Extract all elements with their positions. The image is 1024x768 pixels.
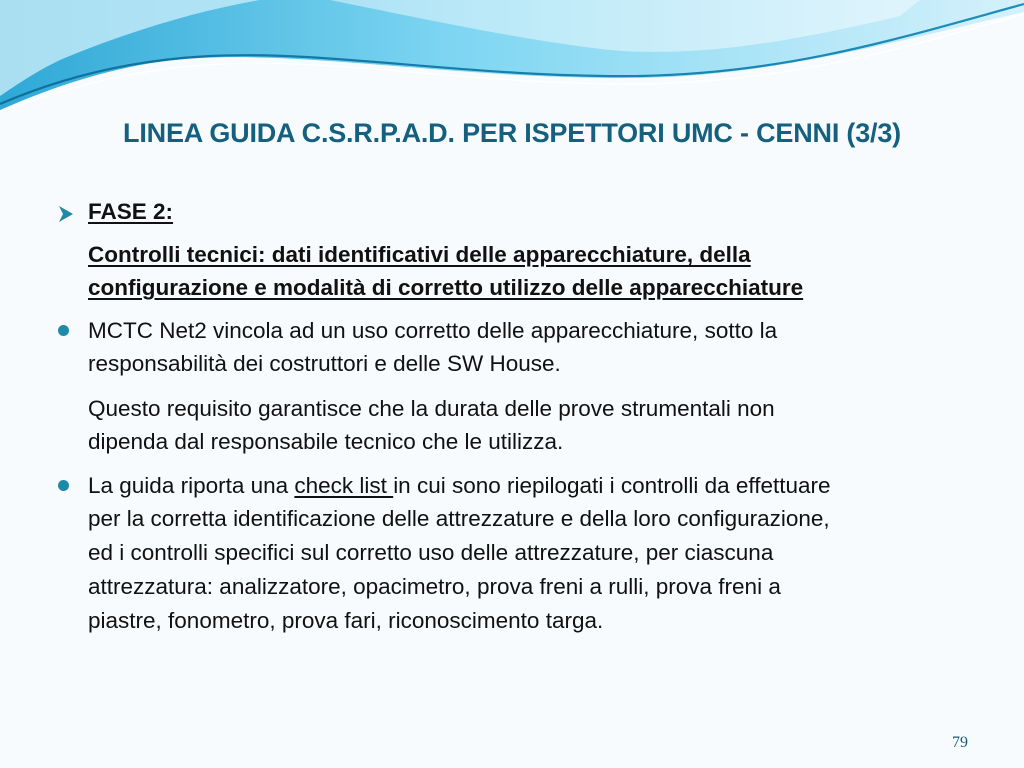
bullet-text-line: MCTC Net2 vincola ad un uso corretto delle apparecchiature, sotto la	[88, 318, 778, 343]
phase-subtitle-line: Controlli tecnici: dati identificativi delle apparecchiature, della	[88, 242, 751, 267]
paragraph-line: Questo requisito garantisce che la durata delle prove strumentali non	[88, 396, 775, 421]
bullet-text-line: attrezzatura: analizzatore, opacimetro, prova freni a rulli, prova freni a	[88, 574, 781, 599]
page-number: 79	[952, 734, 968, 751]
phase-heading: FASE 2:	[88, 199, 174, 224]
phase-subtitle-line: configurazione e modalità di corretto utilizzo delle apparecchiature	[88, 275, 804, 300]
bullet-text-line: ed i controlli specifici sul corretto uso delle attrezzature, per ciascuna	[88, 540, 774, 565]
check-list-link[interactable]: check list	[294, 473, 394, 498]
paragraph-line: dipenda dal responsabile tecnico che le utilizza.	[88, 429, 564, 454]
bullet-text-fragment: La guida riporta una	[88, 473, 295, 498]
dot-icon	[58, 325, 69, 336]
bullet-text-line: per la corretta identificazione delle attrezzature e della loro configurazione,	[88, 506, 830, 531]
bullet-text-line: responsabilità dei costruttori e delle SW House.	[88, 351, 561, 376]
bullet-text-line: piastre, fonometro, prova fari, riconoscimento targa.	[88, 608, 604, 633]
arrow-right-icon	[56, 204, 76, 224]
header-wave-decoration	[0, 0, 1024, 120]
dot-icon	[58, 480, 69, 491]
bullet-text-fragment: in cui sono riepilogati i controlli da effettuare	[393, 473, 831, 498]
bullet-text-line	[88, 469, 831, 503]
slide-title: LINEA GUIDA C.S.R.P.A.D. PER ISPETTORI UMC - CENNI (3/3)	[123, 118, 901, 148]
